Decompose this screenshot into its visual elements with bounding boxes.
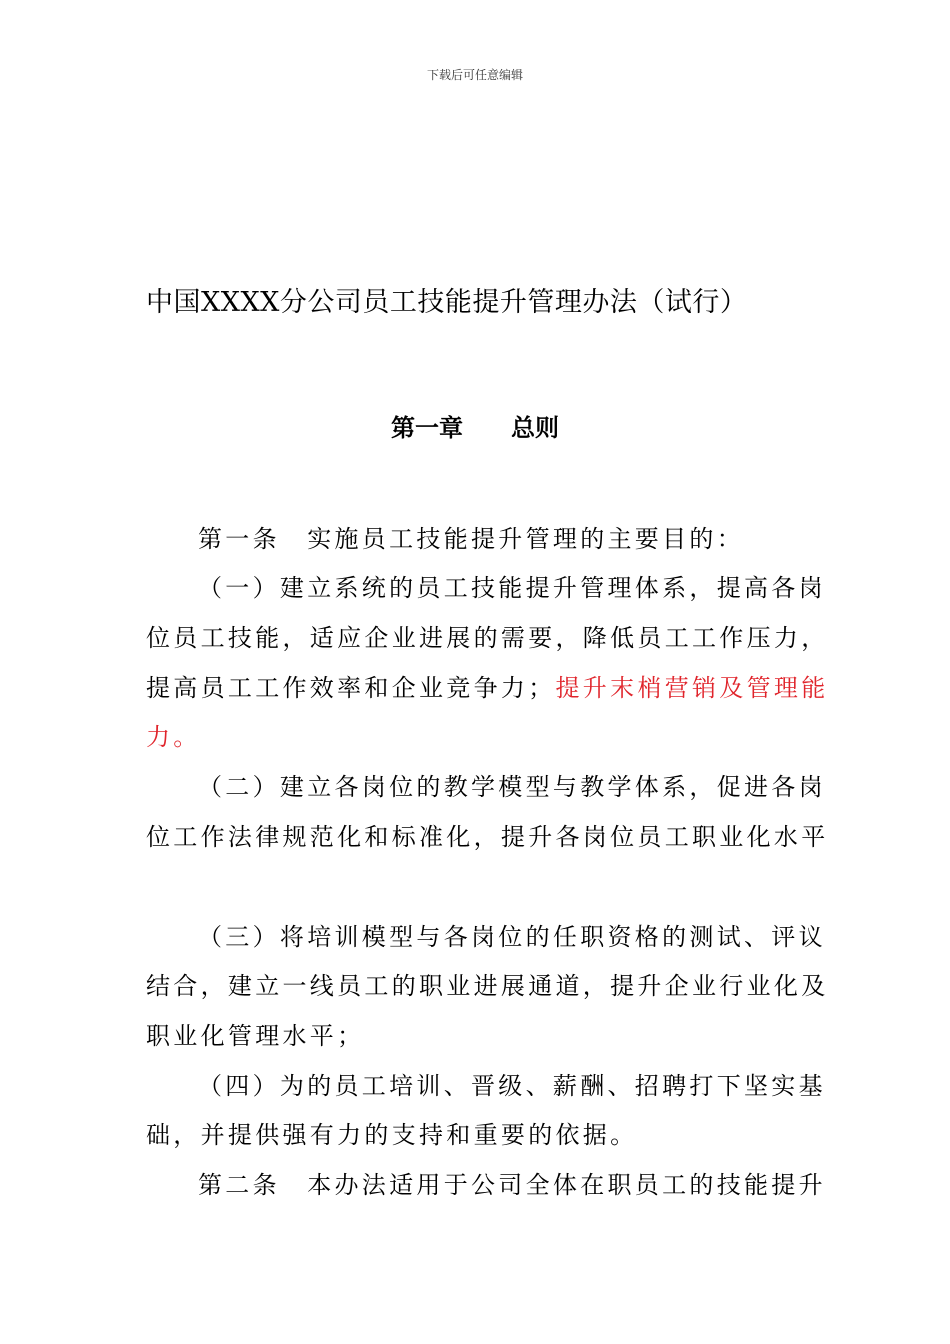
article1-heading: 第一条 实施员工技能提升管理的主要目的： [198, 525, 744, 553]
article1-item3-line1: （三）将培训模型与各岗位的任职资格的测试、评议 [198, 923, 826, 951]
article1-item2-line2: 位工作法律规范化和标准化，提升各岗位员工职业化水平 [146, 823, 829, 851]
article1-item1-line2: 位员工技能，适应企业进展的需要，降低员工工作压力， [146, 624, 829, 652]
chapter-heading: 第一章 总则 [391, 414, 559, 442]
article1-item4-line1: （四）为的员工培训、晋级、薪酬、招聘打下坚实基 [198, 1072, 826, 1100]
article1-item3-line2: 结合，建立一线员工的职业进展通道，提升企业行业化及 [146, 972, 829, 1000]
article1-item4-line2: 础，并提供强有力的支持和重要的依据。 [146, 1121, 638, 1149]
header-note: 下载后可任意编辑 [426, 68, 523, 82]
document-title: 中国XXXX分公司员工技能提升管理办法（试行） [146, 287, 748, 318]
article1-item1-highlight: 提升末梢营销及管理能 [555, 674, 829, 702]
article1-item1-line3-text: 提高员工工作效率和企业竞争力； [146, 674, 556, 702]
article1-item1-line4: 力。 [146, 723, 201, 751]
article1-item1-line3 [146, 673, 829, 703]
article1-item2-line1: （二）建立各岗位的教学模型与教学体系，促进各岗 [198, 773, 826, 801]
article1-item1-line1: （一）建立系统的员工技能提升管理体系，提高各岗 [198, 574, 826, 602]
article2-line1: 第二条 本办法适用于公司全体在职员工的技能提升 [198, 1171, 826, 1199]
article1-item3-line3: 职业化管理水平； [146, 1022, 365, 1050]
